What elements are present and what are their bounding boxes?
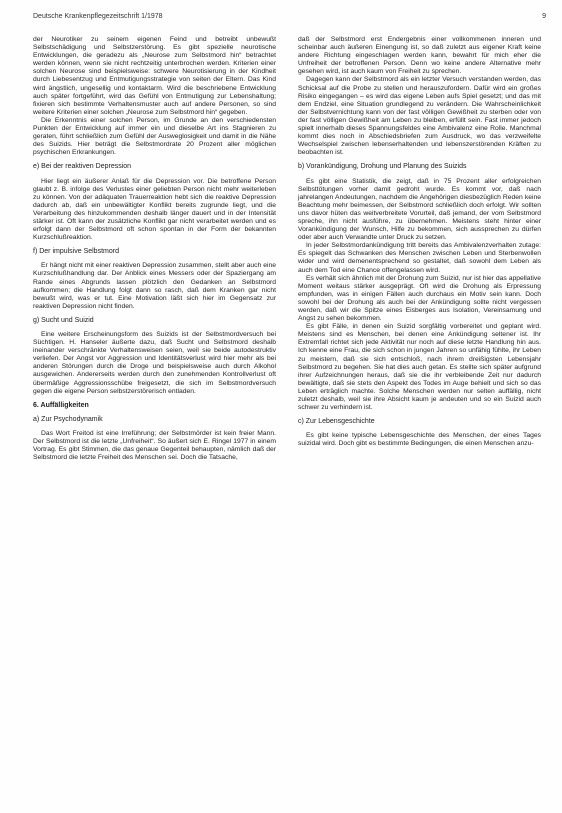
paragraph: Er hängt nicht mit einer reaktiven Depression zusammen, stellt aber auch eine Kurzschlußhandlung dar. Der Anblick eines Messers oder der Spaziergang am Rande eines Abgrunds lassen plötzlich den Gedanken an Selbstmord aufkommen; die Handlung folgt dann so rasch, daß dem Kranken gar nicht bewußt wird, was er tut. Eine Motivation läßt sich hier im Gegensatz zur reaktiven Depression nicht finden. <box>33 262 276 310</box>
paragraph: Die Erkenntnis einer solchen Person, im Grunde an den verschiedensten Punkten der Entwicklung auf immer ein und dieselbe Art ins Stagnieren zu geraten, führt schließlich zum Gefühl der Ausweglosigkeit und damit in die Nähe des Suizids. Hier beträgt die Selbstmordrate 20 Prozent aller möglichen psychischen Erkrankungen. <box>33 116 276 157</box>
paragraph: In jeder Selbstmordankündigung tritt bereits das Ambivalenzverhalten zutage: Es spiegelt das Schwanken des Menschen zwischen Leben und Sterbenwollen wider und wird demenentsprechend so gestaltet, daß sowohl dem Leben als auch dem Tod eine Chance offengelassen wird. <box>298 242 541 274</box>
section-heading: 6. Auffälligkeiten <box>33 401 89 409</box>
running-header <box>33 13 546 23</box>
right-column <box>298 36 541 449</box>
journal-title: Deutsche Krankenpflegezeitschrift 1/1978 <box>33 13 163 20</box>
section-heading: a) Zur Psychodynamik <box>33 415 103 423</box>
page-number: 9 <box>542 13 546 20</box>
section-heading: e) Bei der reaktiven Depression <box>33 163 132 171</box>
paragraph: Das Wort Freitod ist eine Irreführung; der Selbstmörder ist kein freier Mann. Der Selbstmord ist die letzte „Unfreiheit“. So äußert sich E. Ringel 1977 in einem Vortrag. Es gibt Stimmen, die das genaue Gegenteil behaupten, nämlich daß der Selbstmord die letzte Freiheit des Menschen sei. Doch die Tatsache, <box>33 429 276 462</box>
paragraph: Hier liegt ein äußerer Anlaß für die Depression vor. Die betroffene Person glaubt z. B. infolge des Verlustes einer geliebten Person nicht mehr weiterleben zu können. Von der adäquaten Trauerreaktion hebt sich die reaktive Depression dadurch ab, daß ein unbewältigter Konflikt bereits zugrunde liegt, und die Verarbeitung des hinzukommenden deshalb länger dauert und in der Intensität stärker ist. Oft kann der zusätzliche Konflikt gar nicht verarbeitet werden und es erfolgt dann der Selbstmord oft schon spontan in der Form der bekannten Kurzschlußreaktion. <box>33 177 276 242</box>
section-heading: g) Sucht und Suizid <box>33 316 94 324</box>
paragraph: Es gibt keine typische Lebensgeschichte des Menschen, der eines Tages suizidal wird. Doch gibt es bestimmte Bedingungen, die einen Menschen anzu- <box>298 432 541 448</box>
paragraph: Eine weitere Erscheinungsform des Suizids ist der Selbstmordversuch bei Süchtigen. H. Hanseler äußerte dazu, daß Sucht und Selbstmord deshalb ineinander verschränkte Verhaltensweisen seien, weil sie beide autodestruktiv verliefen. Der Angst vor Aggression und Identitätsverlust wird hier mehr als bei anderen Störungen durch die Droge und beispielsweise auch durch Alkohol ausgewichen. Andererseits werden durch den zunehmenden Kontrollverlust oft übermäßige Aggressionsschübe freigesetzt, die sich im Selbstmordversuch gegen die eigene Person selbstzerstörerisch entladen. <box>33 331 276 395</box>
section-heading: b) Vorankündigung, Drohung und Planung des Suizids <box>298 163 467 171</box>
paragraph: der Neurotiker zu seinem eigenen Feind und betreibt unbewußt Selbstschädigung und Selbstzerstörung. Es gibt spezielle neurotische Entwicklungen, die geradezu als „Neurose zum Selbstmord hin“ betrachtet werden können, wenn sie nicht rechtzeitig unterbrochen werden. Kriterien einer solchen Neurose sind beispielsweise: schwere Neurotisierung in der Kindheit durch Liebesentzug und Entmutigungsstrategie von seiten der Eltern. Das Kind wird ängstlich, ungesellig und kontaktarm. Wird die beschriebene Entwicklung auch später fortgeführt, wird das Gefühl von Entmutigung zur Lebenshaltung; fixieren sich bestimmte Verhaltensmuster auch auf andere Personen, so sind weitere Kriterien einer solchen „Neurose zum Selbstmord hin“ gegeben. <box>33 36 276 116</box>
paragraph: daß der Selbstmord erst Endergebnis einer vollkommenen inneren und scheinbar auch äußeren Einengung ist, so daß zuletzt aus eigener Kraft keine andere Richtung eingeschlagen werden kann, bewahrt für mich eher die Unfreiheit der betroffenen Person. Denn wo keine andere Alternative mehr gesehen wird, ist auch kaum von Freiheit zu sprechen. <box>298 36 541 76</box>
section-heading: c) Zur Lebensgeschichte <box>298 418 375 426</box>
paragraph: Es gibt Fälle, in denen ein Suizid sorgfältig vorbereitet und geplant wird. Meistens sind es Menschen, bei denen eine Ankündigung seltener ist. Ihr Extremfall richtet sich jede Aktivität nur noch auf diese letzte Handlung hin aus. Ich kenne eine Frau, die sich schon in jungen Jahren so unfähig fühlte, ihr Leben zu meistern, daß sie sich entschloß, nach ihrem dreißigsten Lebensjahr Selbstmord zu begehen. Sie hat dies auch getan. Es stellte sich später aufgrund ihrer Aufzeichnungen heraus, daß sie die ihr verbleibende Zeit nur dadurch bewältigte, daß sie stets den Aspekt des Todes im Auge behielt und sich so das Leben erträglich machte. Solche Menschen werden nur selten auffällig, nicht zuletzt deshalb, weil sie ihre Absicht kaum je andeuten und so ein Suizid auch schwer zu verhindern ist. <box>298 323 541 412</box>
paragraph: Es verhält sich ähnlich mit der Drohung zum Suizid, nur ist hier das appellative Moment weitaus stärker ausgeprägt. Oft wird die Drohung als Erpressung empfunden, was in einigen Fällen auch durchaus ein Motiv sein kann. Doch sowohl bei der Drohung als auch bei der Ankündigung sollte nicht vergessen werden, daß wir die Spitze eines Eisberges aus Isolation, Vereinsamung und Angst zu sehen bekommen. <box>298 274 541 323</box>
left-column <box>33 36 276 462</box>
section-heading: f) Der impulsive Selbstmord <box>33 248 119 256</box>
paragraph: Dagegen kann der Selbstmord als ein letzter Versuch verstanden werden, das Schicksal auf die Probe zu stellen und herauszufordern. Dafür wird ein großes Risiko eingegangen – es wird das eigene Leben aufs Spiel gesetzt; und das mit dem Endziel, eine Situation grundlegend zu verändern. Die Wahrscheinlichkeit der Selbstvernichtung kann von der fast völligen Gewißheit zu sterben oder von der fast völligen Gewißheit am Leben zu bleiben, erfüllt sein. Fast immer jedoch spielt innerhalb dieses Spannungsfeldes eine Ambivalenz eine Rolle. Manchmal kommt dies noch in Abschiedsbriefen zum Ausdruck, wo das verzweifelte Wechselspiel zwischen lebenserhaltenden und lebenszerstörenden Kräften zu beobachten ist. <box>298 76 541 157</box>
paragraph: Es gibt eine Statistik, die zeigt, daß in 75 Prozent aller erfolgreichen Selbsttötungen vorher damit gedroht wurde. Es kommt vor, daß nach jahrelangen Andeutungen, nachdem die Angehörigen diesbezüglich Reden keine Beachtung mehr beimessen, der Selbstmord schließlich doch erfolgt. Wir sollten uns davor hüten das weitverbreitete Vorurteil, daß jemand, der vom Selbstmord spreche, ihn nicht ausführe, zu übernehmen. Meistens steht hinter einer Vorankündigung der Wunsch, Hilfe zu bekommen, sich aussprechen zu dürfen oder aber auch Verwandte unter Druck zu setzen. <box>298 177 541 242</box>
